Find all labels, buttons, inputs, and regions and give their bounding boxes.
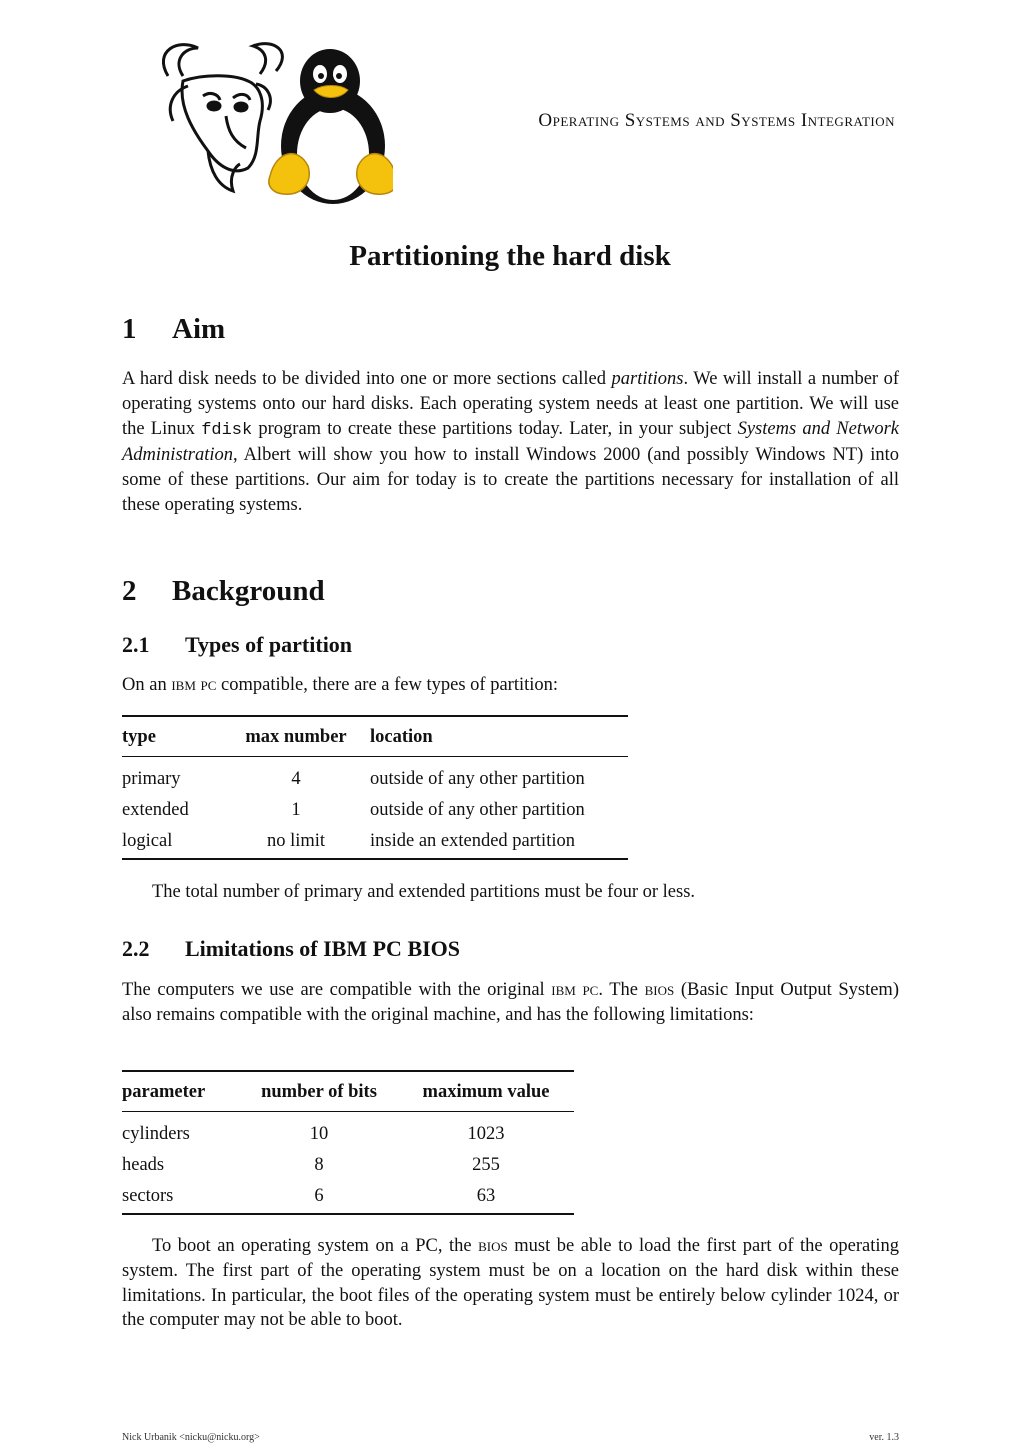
- table-cell: no limit: [266, 831, 326, 851]
- table-cell: 8: [314, 1155, 324, 1175]
- table-cell: outside of any other partition: [370, 769, 585, 789]
- table-header-cell: type: [122, 727, 156, 747]
- table-row: [122, 795, 628, 826]
- tux-penguin-icon: [269, 49, 393, 204]
- table-header-cell: maximum value: [422, 1082, 550, 1102]
- table-cell: 10: [309, 1124, 329, 1144]
- table-header-cell: max number: [245, 727, 347, 747]
- bios-limits-table: [122, 1070, 574, 1215]
- table-cell: 6: [314, 1186, 324, 1206]
- table-row: [122, 1150, 574, 1181]
- subsection-title: Limitations of IBM PC BIOS: [185, 936, 461, 961]
- table-header-cell: number of bits: [261, 1082, 377, 1102]
- subsection-heading-bios: [122, 936, 460, 962]
- subsection-number: 2.2: [122, 936, 150, 961]
- table-row: [122, 826, 628, 859]
- table-cell: cylinders: [122, 1124, 190, 1144]
- table-cell: sectors: [122, 1186, 174, 1206]
- subsection-title: Types of partition: [185, 632, 353, 657]
- table-cell: 1: [291, 800, 301, 820]
- table-header-cell: location: [370, 727, 433, 747]
- footer-version: ver. 1.3: [869, 1432, 899, 1443]
- subsection-number: 2.1: [122, 632, 150, 657]
- table-cell: heads: [122, 1155, 165, 1175]
- partition-types-table: [122, 715, 628, 860]
- table-row: [122, 757, 628, 796]
- subsection-heading-types: [122, 632, 352, 658]
- table-cell: 1023: [467, 1124, 505, 1144]
- section-title: Aim: [172, 313, 226, 345]
- table-cell: inside an extended partition: [370, 831, 575, 851]
- table-cell: extended: [122, 800, 189, 820]
- document-title: Partitioning the hard disk: [349, 240, 671, 272]
- section-title: Background: [172, 575, 325, 607]
- table-header-row: [122, 1071, 574, 1112]
- gnu-tux-logo: [148, 36, 393, 206]
- table-cell: logical: [122, 831, 173, 851]
- gnu-head-icon: [163, 44, 282, 191]
- footer-author: Nick Urbanik <nicku@nicku.org>: [122, 1432, 260, 1443]
- table-cell: 255: [472, 1155, 500, 1175]
- section-heading-background: [122, 575, 325, 608]
- table-row: [122, 1181, 574, 1214]
- running-header: Operating Systems and Systems Integration: [538, 110, 895, 131]
- types-intro: On an ibm pc compatible, there are a few types of partition:: [122, 675, 559, 695]
- boot-paragraph: To boot an operating system on a PC, the bios must be able to load the first part of the operating system. The first part of the operating system must be on a location on the hard disk within these limitations. In particular, the boot files of the operating system must be entirely below cylinder 1024, or the computer may not be able to boot.: [122, 1236, 899, 1331]
- fdisk-code: fdisk: [201, 420, 253, 440]
- table-row: [122, 1112, 574, 1151]
- table-header-row: [122, 716, 628, 757]
- section-number: 1: [122, 313, 137, 345]
- bios-paragraph: The computers we use are compatible with the original ibm pc. The bios (Basic Input Output System) also remains compatible with the original machine, and has the following limitations:: [122, 980, 899, 1025]
- table-cell: primary: [122, 769, 181, 789]
- table-cell: 63: [476, 1186, 496, 1206]
- aim-paragraph: A hard disk needs to be divided into one or more sections called partitions. We will install a number of operating systems onto our hard disks. Each operating system needs at least one partition. We will use the Linux fdisk program to create these partitions today. Later, in your subject Systems and Network Administration, Albert will show you how to install Windows 2000 (and possibly Windows NT) into some of these partitions. Our aim for today is to create the partitions necessary for installation of all these operating systems.: [122, 369, 899, 515]
- table-cell: 4: [291, 769, 301, 789]
- table-cell: outside of any other partition: [370, 800, 585, 820]
- section-heading-aim: [122, 313, 225, 346]
- types-note: The total number of primary and extended partitions must be four or less.: [152, 882, 696, 902]
- section-number: 2: [122, 575, 137, 607]
- table-header-cell: parameter: [122, 1082, 206, 1102]
